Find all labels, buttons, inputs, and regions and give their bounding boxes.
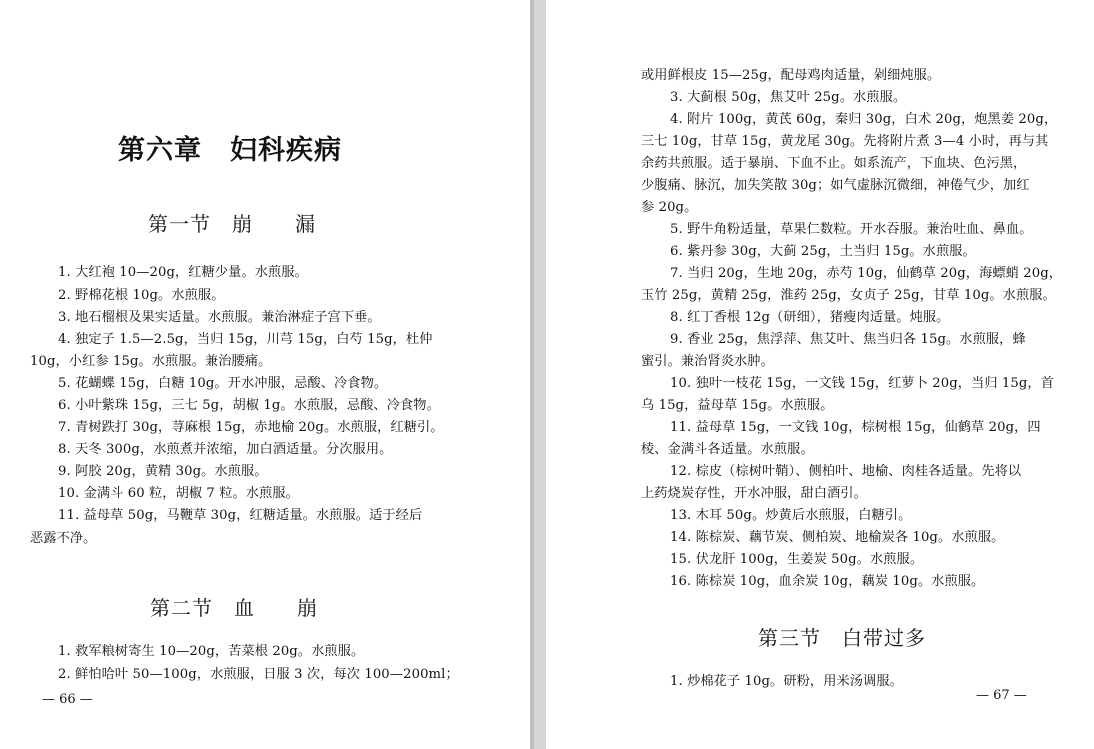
text-line: 5. 野牛角粉适量，草果仁数粒。开水吞服。兼治吐血、鼻血。	[670, 222, 1033, 237]
text-line: 1. 救军粮树寄生 10—20g，苦菜根 20g。水煎服。	[58, 644, 365, 659]
text-line: 玉竹 25g，黄精 25g，淮药 25g，女贞子 25g，甘草 10g。水煎服。	[641, 288, 1056, 303]
page-number: — 67 —	[976, 688, 1027, 703]
text-line: 11. 益母草 15g，一文钱 10g，棕树根 15g，仙鹤草 20g，四	[670, 420, 1041, 435]
text-line: 8. 天冬 300g，水煎煮并浓缩，加白酒适量。分次服用。	[58, 442, 393, 457]
text-line: 8. 红丁香根 12g（研细），猪瘦肉适量。炖服。	[670, 310, 950, 325]
text-line: 2. 鲜怕哈叶 50—100g，水煎服，日服 3 次，每次 100—200ml；	[58, 667, 459, 682]
text-line: 1. 大红袍 10—20g，红糖少量。水煎服。	[58, 265, 308, 280]
text-line: 9. 香业 25g，焦浮萍、焦艾叶、焦当归各 15g。水煎服，蜂	[670, 332, 1026, 347]
text-line: 棱、金满斗各适量。水煎服。	[641, 442, 814, 457]
text-line: 少腹痛、脉沉，加失笑散 30g；如气虚脉沉微细，神倦气少，加红	[641, 178, 1030, 193]
text-line: 5. 花蝴蝶 15g，白糖 10g。开水冲服，忌酸、冷食物。	[58, 376, 388, 391]
text-line: 7. 当归 20g，生地 20g，赤芍 10g，仙鹤草 20g，海螵蛸 20g，	[670, 266, 1063, 281]
text-line: 上药烧炭存性，开水冲服，甜白酒引。	[641, 486, 867, 501]
section-title-baidai: 第三节 白带过多	[758, 626, 926, 650]
gutter-shadow	[530, 0, 534, 749]
text-line: 或用鲜根皮 15—25g，配母鸡肉适量，剁细炖服。	[641, 68, 941, 83]
text-line: 余药共煎服。适于暴崩、下血不止。如系流产，下血块、色污黑，	[641, 156, 1027, 171]
text-line: 6. 紫丹参 30g，大蓟 25g，土当归 15g。水煎服。	[670, 244, 976, 259]
text-line: 3. 地石榴根及果实适量。水煎服。兼治淋症子宫下垂。	[58, 310, 381, 325]
section-title-xuebeng: 第二节 血 崩	[150, 596, 318, 620]
text-line: 1. 炒棉花子 10g。研粉，用米汤调服。	[670, 674, 903, 689]
page-number: — 66 —	[42, 692, 93, 707]
text-line: 2. 野棉花根 10g。水煎服。	[58, 288, 225, 303]
text-line: 10. 金满斗 60 粒，胡椒 7 粒。水煎服。	[58, 486, 299, 501]
text-line: 三七 10g，甘草 15g，黄龙尾 30g。先将附片煮 3—4 小时，再与其	[641, 134, 1049, 149]
left-page	[0, 0, 530, 749]
chapter-title: 第六章 妇科疾病	[118, 135, 342, 166]
text-line: 参 20g。	[641, 200, 698, 215]
text-line: 11. 益母草 50g，马鞭草 30g，红糖适量。水煎服。适于经后	[58, 508, 423, 523]
text-line: 3. 大蓟根 50g，焦艾叶 25g。水煎服。	[670, 90, 907, 105]
text-line: 蜜引。兼治肾炎水肿。	[641, 354, 774, 369]
text-line: 4. 附片 100g，黄芪 60g，秦归 30g，白术 20g，炮黑姜 20g，	[670, 112, 1058, 127]
text-line: 6. 小叶紫珠 15g，三七 5g，胡椒 1g。水煎服，忌酸、冷食物。	[58, 398, 440, 413]
text-line: 4. 独定子 1.5—2.5g，当归 15g，川芎 15g，白芍 15g，杜仲	[58, 332, 433, 347]
text-line: 14. 陈棕炭、藕节炭、侧柏炭、地榆炭各 10g。水煎服。	[670, 530, 1005, 545]
text-line: 9. 阿胶 20g，黄精 30g。水煎服。	[58, 464, 268, 479]
text-line: 10g，小红参 15g。水煎服。兼治腰痛。	[30, 354, 272, 369]
text-line: 7. 青树跌打 30g，荨麻根 15g，赤地榆 20g。水煎服，红糖引。	[58, 420, 444, 435]
text-line: 恶露不净。	[30, 531, 97, 546]
text-line: 10. 独叶一枝花 15g，一文钱 15g，红萝卜 20g，当归 15g，首	[670, 376, 1054, 391]
text-line: 15. 伏龙肝 100g，生姜炭 50g。水煎服。	[670, 552, 924, 567]
text-line: 乌 15g，益母草 15g。水煎服。	[641, 398, 834, 413]
text-line: 13. 木耳 50g。炒黄后水煎服，白糖引。	[670, 508, 912, 523]
section-title-bengou: 第一节 崩 漏	[148, 212, 316, 236]
right-page	[546, 0, 1094, 749]
text-line: 12. 棕皮（棕树叶鞘）、侧柏叶、地榆、肉桂各适量。先将以	[670, 464, 1022, 479]
text-line: 16. 陈棕炭 10g，血余炭 10g，藕炭 10g。水煎服。	[670, 574, 985, 589]
